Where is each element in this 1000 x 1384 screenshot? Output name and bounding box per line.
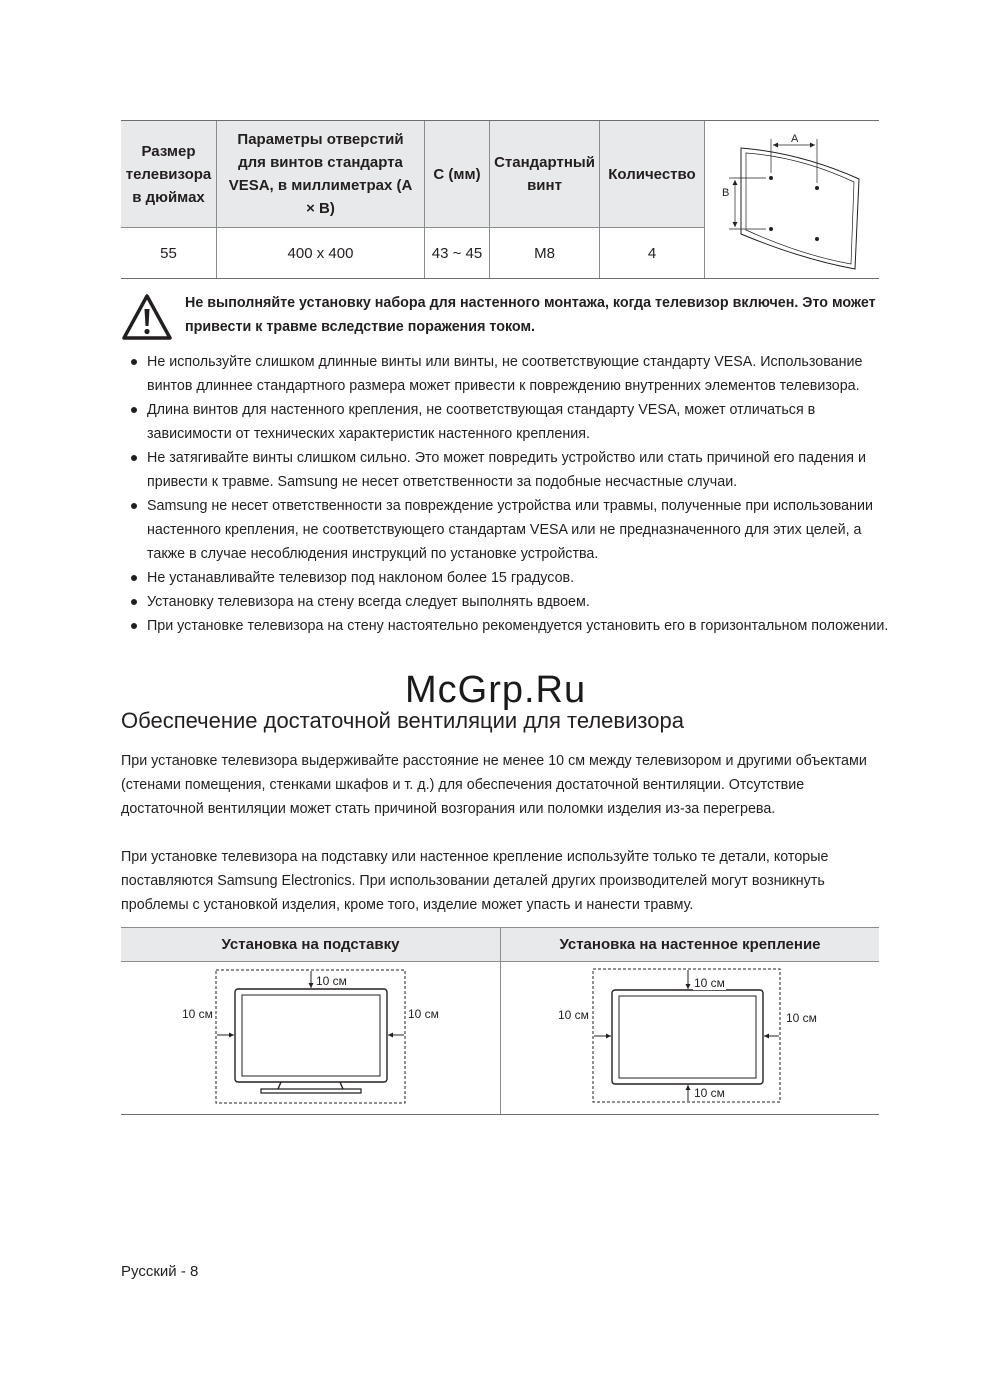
cell-screw: M8 xyxy=(534,244,555,262)
wall-right-clearance: 10 см xyxy=(786,1011,817,1025)
header-wall: Установка на настенное крепление xyxy=(559,936,821,953)
diagram-label-b: B xyxy=(722,187,730,199)
warning-icon xyxy=(121,293,173,341)
vesa-diagram xyxy=(705,121,879,278)
list-item: Не устанавливайте телевизор под наклоном более 15 градусов. xyxy=(131,566,891,590)
ventilation-table xyxy=(121,927,879,1115)
cell-vesa-spec: 400 x 400 xyxy=(287,244,354,262)
paragraph-ventilation: При установке телевизора выдерживайте расстояние не менее 10 см между телевизором и другими объектами (стенами помещения, стенками шкафов и т. д.) для обеспечения достаточной вентиляции. Отсутствие достаточной вентиляции может стать причиной возгорания или поломки изделия из-за перегрева. xyxy=(121,753,867,817)
wall-top-clearance: 10 см xyxy=(694,976,725,990)
page-footer: Русский - 8 xyxy=(121,1263,199,1280)
paragraph-parts: При установке телевизора на подставку или настенное крепление используйте только те детали, которые поставляются Samsung Electronics. При использовании деталей других производителей могут возникнуть проблемы с установкой изделия, кроме того, изделие может упасть и нанести травму. xyxy=(121,849,829,913)
tv-back-diagram xyxy=(705,121,879,278)
cell-size: 55 xyxy=(160,244,177,262)
header-c: C (мм) xyxy=(433,165,481,183)
header-screw: Стандартный винт xyxy=(494,154,595,194)
header-stand: Установка на подставку xyxy=(221,936,400,953)
cell-quantity: 4 xyxy=(647,244,657,262)
wall-tv-illustration xyxy=(501,962,879,1114)
header-quantity: Количество xyxy=(608,165,696,183)
wall-diagram xyxy=(501,962,879,1114)
stand-top-clearance: 10 см xyxy=(316,974,347,988)
warning-text: Не выполняйте установку набора для настенного монтажа, когда телевизор включен. Это может привести к травме вследствие поражения током. xyxy=(185,295,876,335)
wall-bottom-clearance: 10 см xyxy=(694,1086,725,1100)
list-item: Установку телевизора на стену всегда следует выполнять вдвоем. xyxy=(131,590,891,614)
section-title: Обеспечение достаточной вентиляции для телевизора xyxy=(121,708,684,733)
header-size: Размер телевизора в дюймах xyxy=(125,142,212,206)
list-item: Не используйте слишком длинные винты или винты, не соответствующие стандарту VESA. Использование винтов длиннее стандартного размера может привести к повреждению внутренних элементов телевизора. xyxy=(131,350,891,398)
vesa-table xyxy=(121,120,879,279)
stand-diagram xyxy=(121,962,500,1114)
cell-c: 43 ~ 45 xyxy=(431,244,483,262)
diagram-label-a: A xyxy=(791,133,799,145)
bullet-list xyxy=(131,350,891,638)
header-vesa-spec: Параметры отверстий для винтов стандарта VESA, в миллиметрах (A × B) xyxy=(228,131,413,217)
stand-right-clearance: 10 см xyxy=(408,1007,439,1021)
list-item: Не затягивайте винты слишком сильно. Это может повредить устройство или стать причиной его падения и привести к травме. Samsung не несет ответственности за подобные несчастные случаи. xyxy=(131,446,891,494)
list-item: Длина винтов для настенного крепления, не соответствующая стандарту VESA, может отличаться в зависимости от технических характеристик настенного крепления. xyxy=(131,398,891,446)
list-item: Samsung не несет ответственности за повреждение устройства или травмы, полученные при использовании настенного крепления, не соответствующего стандартам VESA или не предназначенного для этих целей, а также в случае несоблюдения инструкций по установке устройства. xyxy=(131,494,891,566)
stand-left-clearance: 10 см xyxy=(182,1007,213,1021)
stand-tv-illustration xyxy=(121,962,500,1114)
list-item: При установке телевизора на стену настоятельно рекомендуется установить его в горизонтальном положении. xyxy=(131,614,891,638)
wall-left-clearance: 10 см xyxy=(558,1008,589,1022)
watermark: McGrp.Ru xyxy=(405,669,587,711)
